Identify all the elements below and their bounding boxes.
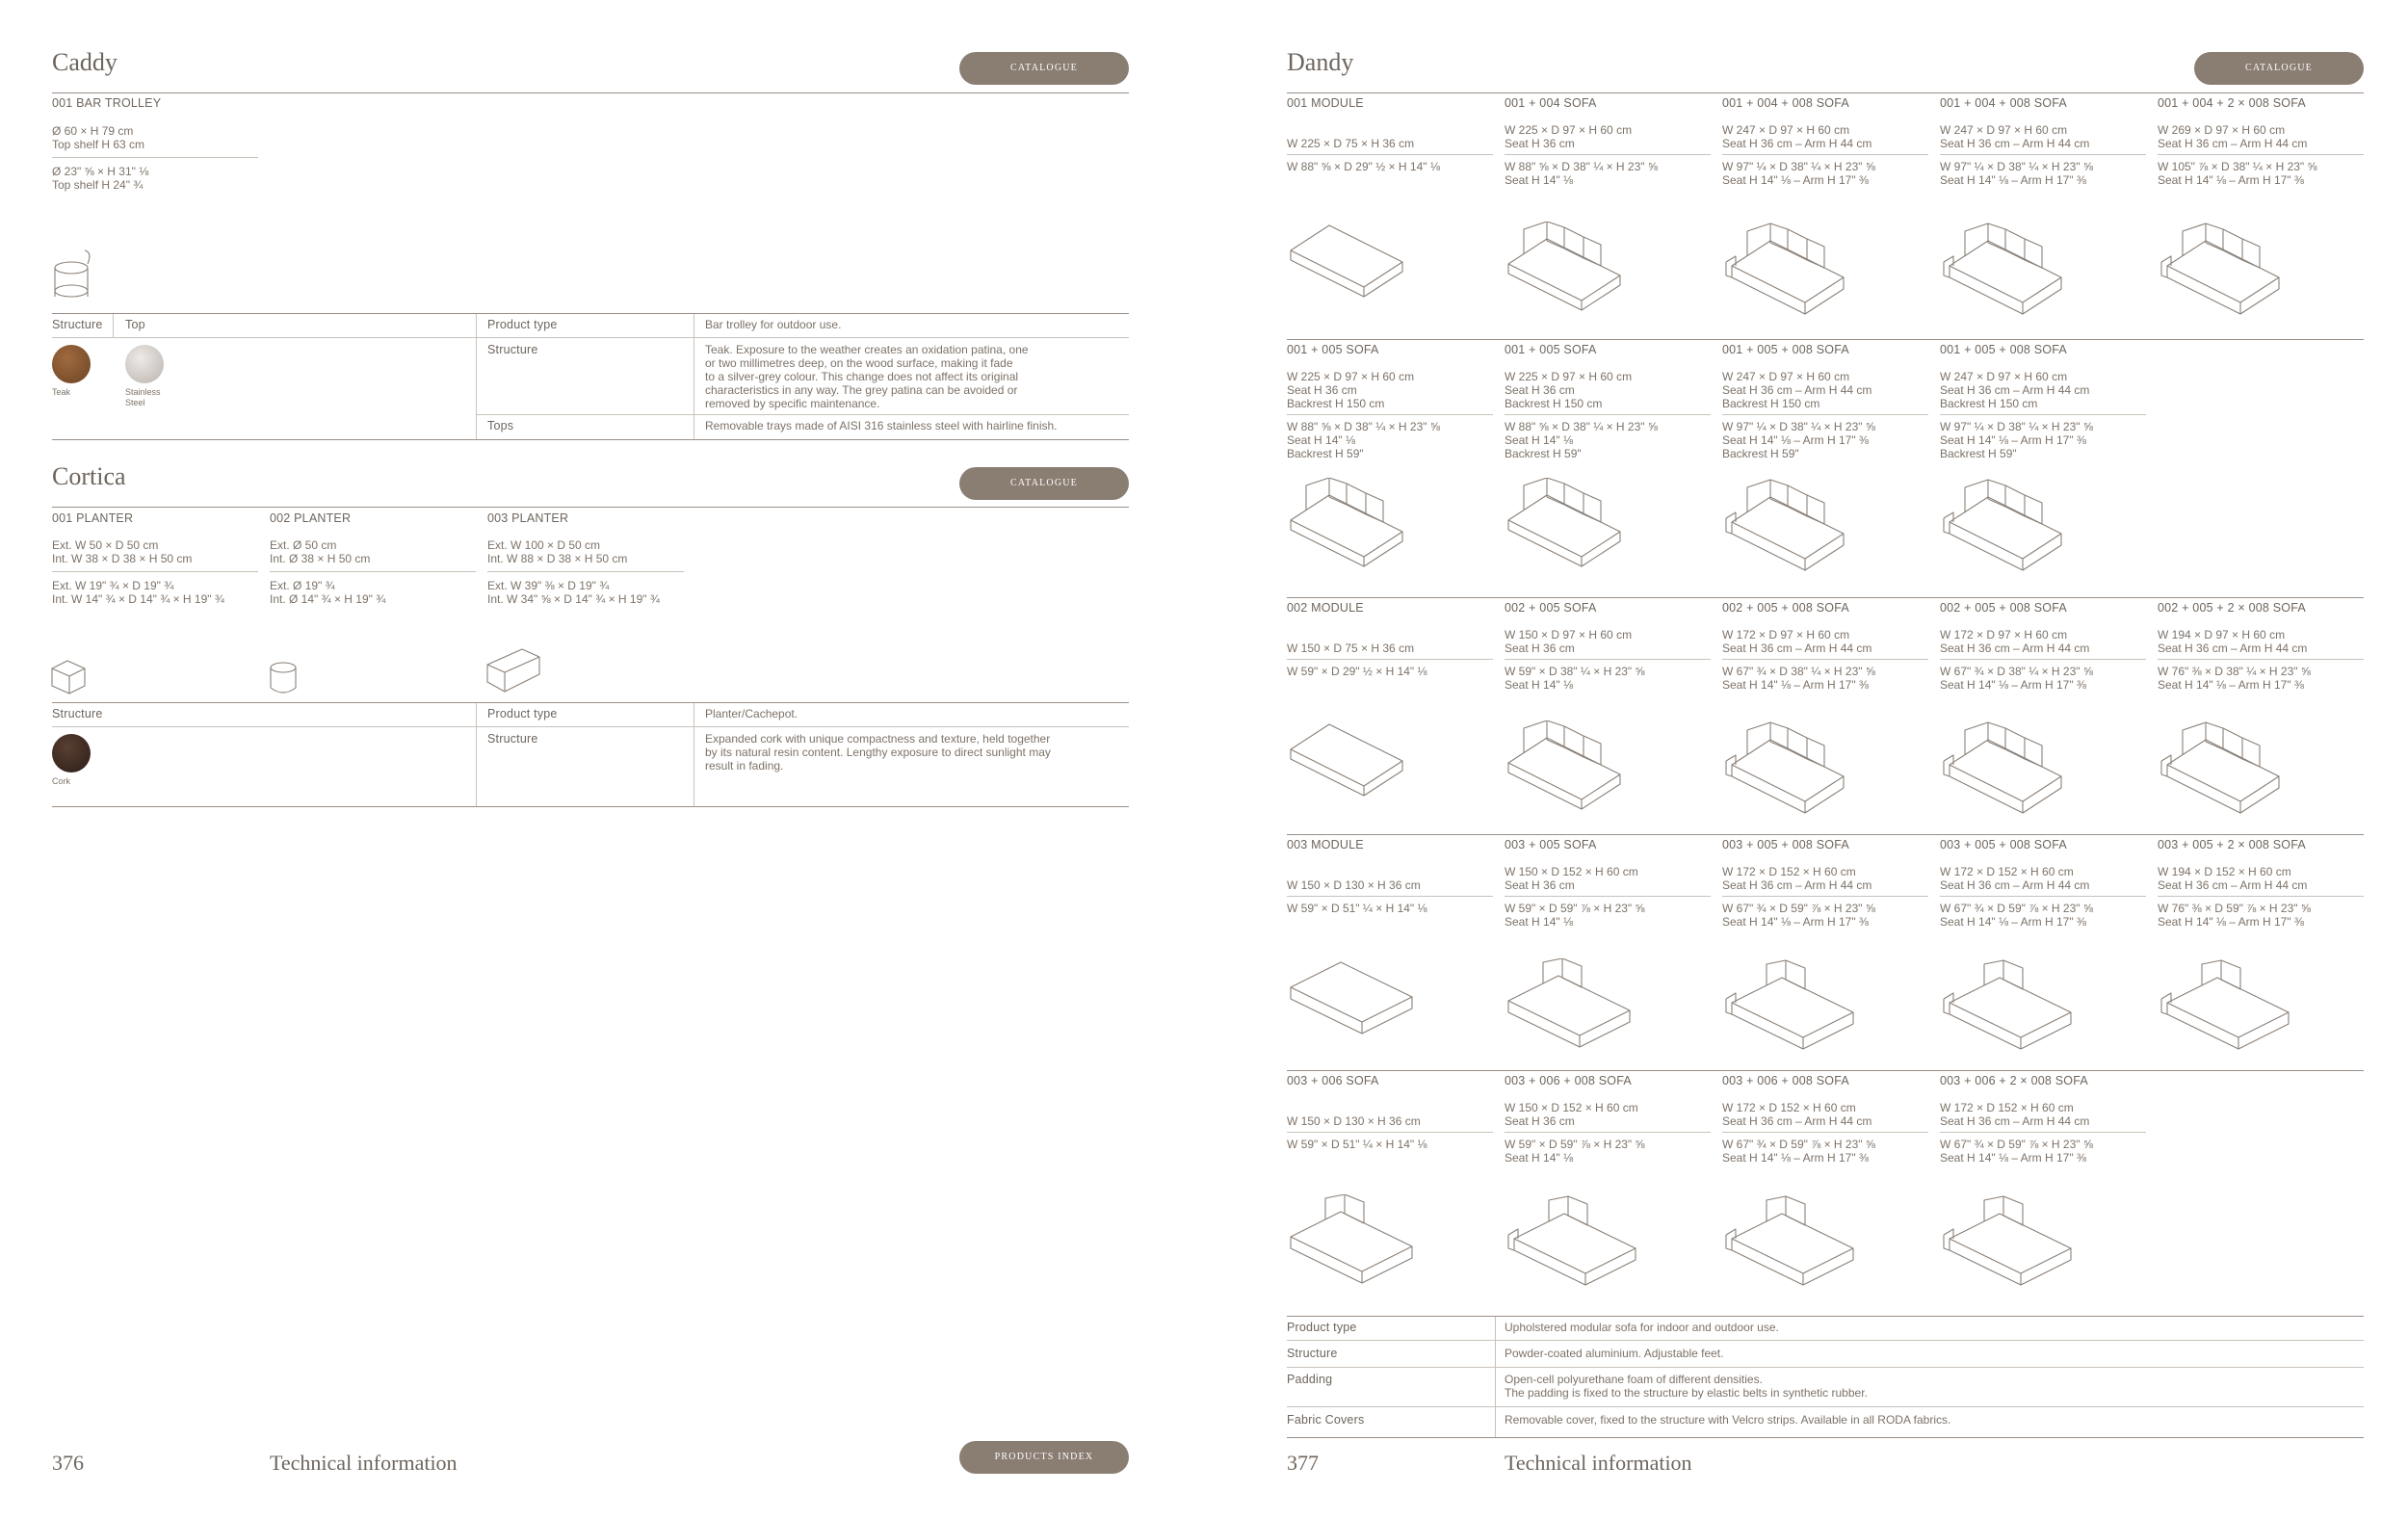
dandy-item-rule	[1722, 414, 1928, 415]
left-footer-label: Technical information	[270, 1451, 458, 1475]
dandy-item-dims-in: W 59" × D 59" ⅞ × H 23" ⅝ Seat H 14" ⅛	[1505, 902, 1645, 929]
cortica-header-rule	[52, 507, 1129, 508]
spec-value-2: Open-cell polyurethane foam of different densities. The padding is fixed to the structure by elastic belts in synthetic rubber.	[1505, 1373, 1868, 1400]
sofa-diagram-icon	[1722, 222, 1867, 327]
dandy-item-dims-cm: W 172 × D 152 × H 60 cm Seat H 36 cm – Arm H 44 cm	[1722, 865, 1872, 892]
sofa-diagram-icon	[2158, 720, 2302, 826]
caddy-table-top-rule	[52, 313, 1129, 314]
steel-swatch-label: Stainless Steel	[125, 387, 161, 407]
sofa-diagram-icon	[1505, 720, 1649, 826]
dandy-title: Dandy	[1287, 48, 1354, 76]
dandy-item-rule	[1940, 659, 2146, 660]
dandy-item-rule	[1505, 1132, 1711, 1133]
caddy-row-label-1: Structure	[487, 343, 538, 356]
right-footer-label: Technical information	[1505, 1451, 1692, 1475]
planter-1-rule	[52, 571, 258, 572]
dandy-item-rule	[1722, 659, 1928, 660]
planter-3-in: Ext. W 39" ⅜ × D 19" ¾ Int. W 34" ⅝ × D 14" ¾ × H 19" ¾	[487, 579, 660, 606]
steel-swatch[interactable]	[125, 345, 164, 383]
dandy-item-name: 003 + 006 SOFA	[1287, 1074, 1379, 1087]
dandy-item-dims-in: W 97" ¼ × D 38" ¼ × H 23" ⅝ Seat H 14" ⅛ – Arm H 17" ⅜	[1722, 160, 1875, 187]
sofa-diagram-icon	[1287, 478, 1431, 584]
bar-trolley-icon	[50, 247, 98, 306]
planter-1-cm: Ext. W 50 × D 50 cm Int. W 38 × D 38 × H 50 cm	[52, 538, 193, 565]
dandy-item-dims-cm: W 194 × D 97 × H 60 cm Seat H 36 cm – Arm H 44 cm	[2158, 628, 2308, 655]
dandy-item-dims-in: W 59" × D 51" ¼ × H 14" ⅛	[1287, 902, 1427, 915]
caddy-dims-in: Ø 23" ⅝ × H 31" ⅛ Top shelf H 24" ¾	[52, 165, 149, 192]
dandy-item-dims-cm: W 225 × D 97 × H 60 cm Seat H 36 cm Backrest H 150 cm	[1287, 370, 1415, 410]
planter-3-rule	[487, 571, 684, 572]
rectangular-planter-icon	[485, 647, 541, 695]
dandy-item-dims-in: W 97" ¼ × D 38" ¼ × H 23" ⅝ Seat H 14" ⅛ – Arm H 17" ⅜	[1940, 160, 2093, 187]
sofa-diagram-icon	[1722, 478, 1867, 584]
cortica-col-rule	[52, 726, 476, 727]
dandy-item-dims-cm: W 247 × D 97 × H 60 cm Seat H 36 cm – Arm H 44 cm Backrest H 150 cm	[1722, 370, 1872, 410]
dandy-item-dims-cm: W 225 × D 75 × H 36 cm	[1287, 137, 1415, 150]
caddy-row-rule-1	[476, 414, 1129, 415]
planter-1-in: Ext. W 19" ¾ × D 19" ¾ Int. W 14" ¾ × D 14" ¾ × H 19" ¾	[52, 579, 224, 606]
dandy-item-dims-in: W 67" ¾ × D 38" ¼ × H 23" ⅝ Seat H 14" ⅛ – Arm H 17" ⅜	[1722, 665, 1875, 692]
dandy-item-dims-in: W 67" ¾ × D 59" ⅞ × H 23" ⅝ Seat H 14" ⅛ – Arm H 17" ⅜	[1940, 902, 2093, 929]
planter-2-cm: Ext. Ø 50 cm Int. Ø 38 × H 50 cm	[270, 538, 371, 565]
dandy-header-rule	[1287, 92, 2364, 93]
dandy-item-dims-cm: W 247 × D 97 × H 60 cm Seat H 36 cm – Arm H 44 cm	[1940, 123, 2090, 150]
dandy-item-dims-cm: W 150 × D 152 × H 60 cm Seat H 36 cm	[1505, 865, 1638, 892]
dandy-item-name: 003 + 006 + 2 × 008 SOFA	[1940, 1074, 2088, 1087]
dandy-row-rule	[1287, 597, 2364, 598]
dandy-item-dims-in: W 88" ⅝ × D 29" ½ × H 14" ⅛	[1287, 160, 1440, 173]
dandy-item-dims-cm: W 150 × D 130 × H 36 cm	[1287, 1114, 1421, 1128]
square-planter-icon	[50, 659, 89, 695]
sofa-diagram-icon	[1940, 222, 2084, 327]
sofa-diagram-icon	[1940, 958, 2084, 1064]
dandy-item-dims-cm: W 172 × D 152 × H 60 cm Seat H 36 cm – Arm H 44 cm	[1940, 865, 2090, 892]
spec-value-0: Upholstered modular sofa for indoor and outdoor use.	[1505, 1321, 1779, 1334]
dandy-item-rule	[1722, 154, 1928, 155]
left-page-number: 376	[52, 1451, 84, 1475]
caddy-col-structure: Structure	[52, 318, 103, 331]
cortica-row-value-1: Expanded cork with unique compactness and texture, held together by its natural resin content. Lengthy exposure to direct sunlight may result in fading.	[705, 732, 1051, 773]
dandy-item-dims-in: W 59" × D 38" ¼ × H 23" ⅝ Seat H 14" ⅛	[1505, 665, 1645, 692]
dandy-item-name: 003 + 005 + 2 × 008 SOFA	[2158, 838, 2306, 851]
caddy-table-divider-1	[476, 314, 477, 439]
planter-2-name: 002 PLANTER	[270, 511, 352, 525]
teak-swatch[interactable]	[52, 345, 91, 383]
dandy-item-dims-cm: W 150 × D 130 × H 36 cm	[1287, 878, 1421, 892]
planter-3-cm: Ext. W 100 × D 50 cm Int. W 88 × D 38 × H 50 cm	[487, 538, 628, 565]
sofa-diagram-icon	[1287, 958, 1431, 1064]
sofa-diagram-icon	[1287, 222, 1431, 327]
cortica-table-divider-1	[476, 703, 477, 806]
dandy-item-rule	[1505, 896, 1711, 897]
cortica-catalogue-button[interactable]: CATALOGUE	[959, 467, 1129, 500]
caddy-row-value-2: Removable trays made of AISI 316 stainless steel with hairline finish.	[705, 419, 1058, 432]
cortica-table-top-rule	[52, 702, 1129, 703]
dandy-item-name: 002 + 005 SOFA	[1505, 601, 1597, 615]
spec-rule-0	[1287, 1340, 2364, 1341]
cortica-title: Cortica	[52, 462, 126, 490]
dandy-item-dims-in: W 105" ⅞ × D 38" ¼ × H 23" ⅝ Seat H 14" ⅛ – Arm H 17" ⅜	[2158, 160, 2317, 187]
caddy-dims-rule	[52, 157, 258, 158]
dandy-item-rule	[2158, 659, 2364, 660]
spec-label-2: Padding	[1287, 1373, 1333, 1386]
dandy-item-dims-in: W 67" ¾ × D 59" ⅞ × H 23" ⅝ Seat H 14" ⅛ – Arm H 17" ⅜	[1940, 1138, 2093, 1165]
dandy-item-name: 001 + 005 SOFA	[1287, 343, 1379, 356]
spec-label-0: Product type	[1287, 1321, 1357, 1334]
dandy-item-name: 003 + 006 + 008 SOFA	[1722, 1074, 1849, 1087]
dandy-item-name: 002 MODULE	[1287, 601, 1364, 615]
dandy-item-rule	[1505, 414, 1711, 415]
dandy-item-rule	[1940, 414, 2146, 415]
dandy-item-rule	[1940, 896, 2146, 897]
dandy-item-dims-in: W 67" ¾ × D 59" ⅞ × H 23" ⅝ Seat H 14" ⅛ – Arm H 17" ⅜	[1722, 902, 1875, 929]
dandy-item-name: 001 + 005 + 008 SOFA	[1940, 343, 2067, 356]
specs-bottom-rule	[1287, 1437, 2364, 1438]
dandy-item-name: 002 + 005 + 008 SOFA	[1722, 601, 1849, 615]
cortica-col-structure: Structure	[52, 707, 103, 720]
dandy-item-dims-in: W 88" ⅝ × D 38" ¼ × H 23" ⅝ Seat H 14" ⅛ Backrest H 59"	[1287, 420, 1440, 460]
dandy-item-name: 001 + 004 SOFA	[1505, 96, 1597, 110]
dandy-item-dims-in: W 59" × D 59" ⅞ × H 23" ⅝ Seat H 14" ⅛	[1505, 1138, 1645, 1165]
caddy-table-bottom-rule	[52, 439, 1129, 440]
right-page-number: 377	[1287, 1451, 1319, 1475]
sofa-diagram-icon	[1940, 478, 2084, 584]
sofa-diagram-icon	[1505, 1194, 1649, 1300]
dandy-catalogue-button[interactable]: CATALOGUE	[2194, 52, 2364, 85]
dandy-item-dims-in: W 67" ¾ × D 59" ⅞ × H 23" ⅝ Seat H 14" ⅛ – Arm H 17" ⅜	[1722, 1138, 1875, 1165]
cork-swatch[interactable]	[52, 734, 91, 773]
dandy-item-dims-in: W 88" ⅝ × D 38" ¼ × H 23" ⅝ Seat H 14" ⅛ Backrest H 59"	[1505, 420, 1658, 460]
dandy-item-dims-cm: W 172 × D 97 × H 60 cm Seat H 36 cm – Arm H 44 cm	[1722, 628, 1872, 655]
cortica-row-rule-0	[476, 726, 1129, 727]
specs-divider	[1495, 1317, 1496, 1438]
caddy-row-value-1: Teak. Exposure to the weather creates an oxidation patina, one or two millimetres deep, on the wood surface, making it fade to a silver-grey colour. This change does not affect its original characteristics in any way. The grey patina can be avoided or removed by specific maintenance.	[705, 343, 1029, 410]
dandy-item-dims-cm: W 172 × D 152 × H 60 cm Seat H 36 cm – Arm H 44 cm	[1722, 1101, 1872, 1128]
sofa-diagram-icon	[2158, 958, 2302, 1064]
caddy-dims-cm: Ø 60 × H 79 cm Top shelf H 63 cm	[52, 124, 145, 151]
dandy-item-dims-in: W 97" ¼ × D 38" ¼ × H 23" ⅝ Seat H 14" ⅛ – Arm H 17" ⅜ Backrest H 59"	[1940, 420, 2093, 460]
sofa-diagram-icon	[1940, 1194, 2084, 1300]
planter-1-name: 001 PLANTER	[52, 511, 134, 525]
planter-3-name: 003 PLANTER	[487, 511, 569, 525]
caddy-row-label-2: Tops	[487, 419, 514, 432]
dandy-item-name: 001 + 004 + 008 SOFA	[1940, 96, 2067, 110]
sofa-diagram-icon	[1505, 478, 1649, 584]
specs-top-rule	[1287, 1316, 2364, 1317]
spec-value-1: Powder-coated aluminium. Adjustable feet.	[1505, 1347, 1724, 1360]
caddy-row-label-0: Product type	[487, 318, 558, 331]
dandy-item-name: 001 + 004 + 2 × 008 SOFA	[2158, 96, 2306, 110]
sofa-diagram-icon	[1287, 1194, 1431, 1300]
cork-swatch-label: Cork	[52, 776, 71, 786]
cortica-row-label-0: Product type	[487, 707, 558, 720]
dandy-item-rule	[1940, 154, 2146, 155]
dandy-item-rule	[1722, 896, 1928, 897]
dandy-item-rule	[1505, 659, 1711, 660]
caddy-catalogue-button[interactable]: CATALOGUE	[959, 52, 1129, 85]
sofa-diagram-icon	[2158, 222, 2302, 327]
caddy-row-value-0: Bar trolley for outdoor use.	[705, 318, 842, 331]
caddy-title: Caddy	[52, 48, 118, 76]
dandy-item-rule	[1940, 1132, 2146, 1133]
dandy-item-dims-cm: W 225 × D 97 × H 60 cm Seat H 36 cm Backrest H 150 cm	[1505, 370, 1633, 410]
planter-2-in: Ext. Ø 19" ¾ Int. Ø 14" ¾ × H 19" ¾	[270, 579, 386, 606]
dandy-item-rule	[2158, 896, 2364, 897]
dandy-item-dims-in: W 88" ⅝ × D 38" ¼ × H 23" ⅝ Seat H 14" ⅛	[1505, 160, 1658, 187]
dandy-item-rule	[1505, 154, 1711, 155]
dandy-row-rule	[1287, 834, 2364, 835]
cortica-table-bottom-rule	[52, 806, 1129, 807]
spec-rule-2	[1287, 1406, 2364, 1407]
teak-swatch-label: Teak	[52, 387, 71, 397]
dandy-item-rule	[2158, 154, 2364, 155]
dandy-item-name: 003 + 005 + 008 SOFA	[1722, 838, 1849, 851]
dandy-item-name: 003 + 005 SOFA	[1505, 838, 1597, 851]
spec-value-3: Removable cover, fixed to the structure with Velcro strips. Available in all RODA fabrics.	[1505, 1413, 1951, 1427]
caddy-col-top: Top	[125, 318, 145, 331]
dandy-item-name: 003 + 006 + 008 SOFA	[1505, 1074, 1632, 1087]
dandy-item-dims-cm: W 150 × D 75 × H 36 cm	[1287, 642, 1415, 655]
dandy-item-rule	[1287, 1132, 1493, 1133]
sofa-diagram-icon	[1722, 720, 1867, 826]
cortica-row-value-0: Planter/Cachepot.	[705, 707, 798, 720]
dandy-item-dims-cm: W 172 × D 152 × H 60 cm Seat H 36 cm – Arm H 44 cm	[1940, 1101, 2090, 1128]
spec-label-3: Fabric Covers	[1287, 1413, 1365, 1427]
dandy-item-rule	[1722, 1132, 1928, 1133]
dandy-item-name: 001 + 005 SOFA	[1505, 343, 1597, 356]
dandy-item-dims-in: W 97" ¼ × D 38" ¼ × H 23" ⅝ Seat H 14" ⅛ – Arm H 17" ⅜ Backrest H 59"	[1722, 420, 1875, 460]
cortica-row-label-1: Structure	[487, 732, 538, 746]
dandy-item-name: 002 + 005 + 2 × 008 SOFA	[2158, 601, 2306, 615]
products-index-button[interactable]: PRODUCTS INDEX	[959, 1441, 1129, 1474]
dandy-item-dims-in: W 76" ⅜ × D 59" ⅞ × H 23" ⅝ Seat H 14" ⅛ – Arm H 17" ⅜	[2158, 902, 2311, 929]
dandy-item-name: 001 + 005 + 008 SOFA	[1722, 343, 1849, 356]
sofa-diagram-icon	[1505, 222, 1649, 327]
sofa-diagram-icon	[1722, 958, 1867, 1064]
dandy-row-rule	[1287, 1070, 2364, 1071]
dandy-item-dims-in: W 59" × D 29" ½ × H 14" ⅛	[1287, 665, 1427, 678]
dandy-item-dims-cm: W 194 × D 152 × H 60 cm Seat H 36 cm – Arm H 44 cm	[2158, 865, 2308, 892]
sofa-diagram-icon	[1940, 720, 2084, 826]
round-planter-icon	[268, 661, 301, 695]
dandy-item-dims-cm: W 150 × D 152 × H 60 cm Seat H 36 cm	[1505, 1101, 1638, 1128]
spec-label-1: Structure	[1287, 1347, 1338, 1360]
dandy-item-rule	[1287, 896, 1493, 897]
dandy-item-dims-cm: W 225 × D 97 × H 60 cm Seat H 36 cm	[1505, 123, 1633, 150]
dandy-item-rule	[1287, 414, 1493, 415]
dandy-item-name: 001 + 004 + 008 SOFA	[1722, 96, 1849, 110]
dandy-item-name: 003 + 005 + 008 SOFA	[1940, 838, 2067, 851]
caddy-row-rule-0	[476, 337, 1129, 338]
dandy-item-dims-cm: W 150 × D 97 × H 60 cm Seat H 36 cm	[1505, 628, 1633, 655]
dandy-item-rule	[1287, 154, 1493, 155]
dandy-item-name: 001 MODULE	[1287, 96, 1364, 110]
sofa-diagram-icon	[1287, 720, 1431, 826]
sofa-diagram-icon	[1505, 958, 1649, 1064]
dandy-item-dims-in: W 76" ⅜ × D 38" ¼ × H 23" ⅝ Seat H 14" ⅛ – Arm H 17" ⅜	[2158, 665, 2311, 692]
caddy-product-name: 001 BAR TROLLEY	[52, 96, 162, 110]
spec-rule-1	[1287, 1367, 2364, 1368]
dandy-item-name: 003 MODULE	[1287, 838, 1364, 851]
dandy-item-name: 002 + 005 + 008 SOFA	[1940, 601, 2067, 615]
sofa-diagram-icon	[1722, 1194, 1867, 1300]
caddy-col-divider	[113, 314, 114, 337]
dandy-item-dims-cm: W 247 × D 97 × H 60 cm Seat H 36 cm – Arm H 44 cm	[1722, 123, 1872, 150]
dandy-item-dims-cm: W 247 × D 97 × H 60 cm Seat H 36 cm – Arm H 44 cm Backrest H 150 cm	[1940, 370, 2090, 410]
caddy-col-rule	[52, 337, 476, 338]
planter-2-rule	[270, 571, 476, 572]
dandy-item-dims-cm: W 172 × D 97 × H 60 cm Seat H 36 cm – Arm H 44 cm	[1940, 628, 2090, 655]
caddy-header-rule	[52, 92, 1129, 93]
dandy-item-dims-in: W 67" ¾ × D 38" ¼ × H 23" ⅝ Seat H 14" ⅛ – Arm H 17" ⅜	[1940, 665, 2093, 692]
dandy-item-rule	[1287, 659, 1493, 660]
dandy-item-dims-in: W 59" × D 51" ¼ × H 14" ⅛	[1287, 1138, 1427, 1151]
dandy-row-rule	[1287, 339, 2364, 340]
dandy-item-dims-cm: W 269 × D 97 × H 60 cm Seat H 36 cm – Arm H 44 cm	[2158, 123, 2308, 150]
